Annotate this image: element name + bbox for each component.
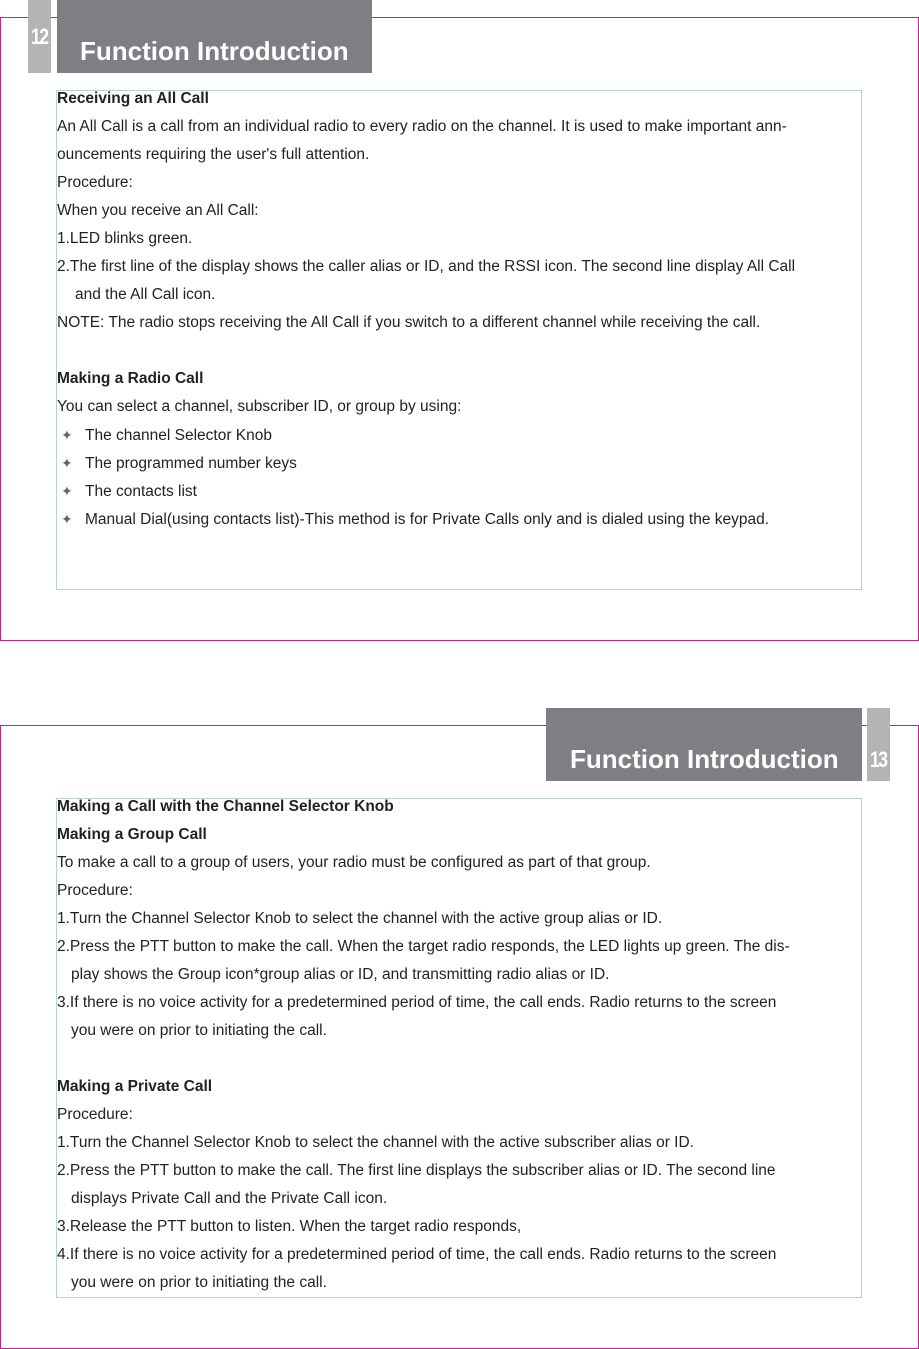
knob-call-title: Making a Call with the Channel Selector Knob [57, 798, 394, 815]
receiving-desc-line2: ouncements requiring the user's full attention. [57, 146, 370, 163]
private-call-step4-line1: 4.If there is no voice activity for a predetermined period of time, the call ends. Radio returns to the screen [57, 1246, 777, 1263]
page-number-13-text: 13 [870, 746, 887, 772]
receiving-step2-line1: 2.The first line of the display shows the caller alias or ID, and the RSSI icon. The second line display All Call [57, 258, 796, 275]
bullet-item [57, 505, 795, 533]
private-call-step4-line2: you were on prior to initiating the call. [71, 1274, 327, 1291]
page-13-header-title: Function Introduction [570, 744, 839, 774]
page-number-13 [867, 708, 890, 781]
group-call-step3-line2: you were on prior to initiating the call. [71, 1022, 327, 1039]
sparkle-bullet-icon: ✦ [61, 511, 73, 527]
bullet-item [57, 421, 795, 449]
receiving-step1: 1.LED blinks green. [57, 230, 193, 247]
page-number-12 [28, 0, 51, 73]
private-call-step2-line2: displays Private Call and the Private Call icon. [71, 1190, 388, 1207]
receiving-step2-line2: and the All Call icon. [75, 286, 216, 303]
receiving-desc-line1: An All Call is a call from an individual radio to every radio on the channel. It is used to make important ann- [57, 118, 787, 135]
page-number-12-text: 12 [31, 23, 48, 49]
private-call-step1: 1.Turn the Channel Selector Knob to select the channel with the active subscriber alias or ID. [57, 1134, 694, 1151]
page-13-header [546, 708, 862, 781]
private-call-procedure-label: Procedure: [57, 1106, 133, 1123]
group-call-title: Making a Group Call [57, 826, 207, 843]
sparkle-bullet-icon: ✦ [61, 427, 73, 443]
page-13-content [57, 793, 790, 1297]
bullet-text: Manual Dial(using contacts list)-This method is for Private Calls only and is dialed using the keypad. [85, 511, 770, 528]
bullet-text: The channel Selector Knob [85, 427, 272, 444]
receiving-note: NOTE: The radio stops receiving the All Call if you switch to a different channel while receiving the call. [57, 314, 761, 331]
spacer [57, 1045, 790, 1073]
bullet-item [57, 449, 795, 477]
bullet-item [57, 477, 795, 505]
receiving-when: When you receive an All Call: [57, 202, 259, 219]
group-call-step1: 1.Turn the Channel Selector Knob to select the channel with the active group alias or ID. [57, 910, 663, 927]
sparkle-bullet-icon: ✦ [61, 483, 73, 499]
receiving-all-call-title: Receiving an All Call [57, 90, 209, 107]
group-call-step2-line1: 2.Press the PTT button to make the call. When the target radio responds, the LED lights up green. The dis- [57, 938, 790, 955]
page-12-content [57, 85, 795, 533]
receiving-procedure-label: Procedure: [57, 174, 133, 191]
page-12-header-title: Function Introduction [80, 36, 349, 66]
private-call-title: Making a Private Call [57, 1078, 213, 1095]
group-call-desc: To make a call to a group of users, your radio must be configured as part of that group. [57, 854, 651, 871]
page-12-header [57, 0, 372, 73]
sparkle-bullet-icon: ✦ [61, 455, 73, 471]
bullet-text: The contacts list [85, 483, 197, 500]
private-call-step3: 3.Release the PTT button to listen. When the target radio responds, [57, 1218, 522, 1235]
spacer [57, 337, 795, 365]
radio-call-intro: You can select a channel, subscriber ID, or group by using: [57, 398, 462, 415]
bullet-text: The programmed number keys [85, 455, 297, 472]
group-call-step2-line2: play shows the Group icon*group alias or ID, and transmitting radio alias or ID. [71, 966, 610, 983]
group-call-procedure-label: Procedure: [57, 882, 133, 899]
private-call-step2-line1: 2.Press the PTT button to make the call. The first line displays the subscriber alias or ID. The second line [57, 1162, 776, 1179]
group-call-step3-line1: 3.If there is no voice activity for a predetermined period of time, the call ends. Radio returns to the screen [57, 994, 777, 1011]
radio-call-title: Making a Radio Call [57, 370, 204, 387]
